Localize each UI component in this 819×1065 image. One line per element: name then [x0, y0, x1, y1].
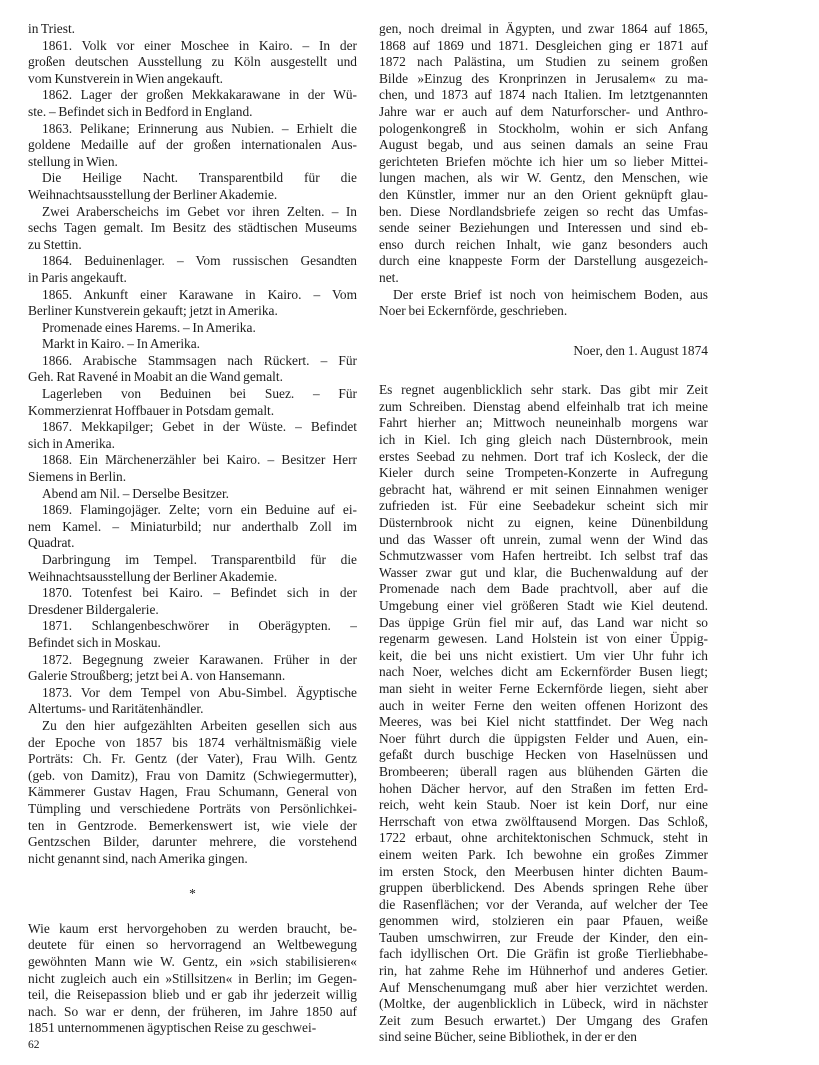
text-line: Promenade eines Harems. – In Amerika.: [42, 319, 256, 335]
text-line: nach Noer, welches dicht am Eckernförder Busen liegt;: [379, 664, 708, 680]
text-line: Dresdener Bildergalerie.: [28, 601, 159, 617]
text-line: Düsternbrook nicht zu eignen, keine Dünenbildung: [379, 515, 708, 531]
text-line: Abend am Nil. – Derselbe Besitzer.: [42, 485, 230, 501]
text-line: in Paris angekauft.: [28, 269, 127, 285]
paragraph: [28, 618, 357, 651]
paragraph: [379, 382, 708, 1046]
paragraph: [28, 652, 357, 685]
text-line: Berliner Kunstverein gekauft; jetzt in Amerika.: [28, 303, 278, 319]
text-line: im ersten Stock, den Meerbusen hinter dichten Baum-: [379, 863, 708, 879]
text-line: 1872 nach Palästina, um Studien zu seinem großen: [379, 54, 708, 70]
paragraph: [28, 204, 357, 254]
text-line: Umgebung einer viel größeren Stadt wie Kiel deutend.: [379, 598, 708, 613]
text-line: sind seine Bücher, seine Bibliothek, in der er den: [379, 1029, 637, 1045]
text-line: Kämmerer Gustav Hagen, Frau Schumann, General von: [28, 784, 357, 800]
text-line: (Moltke, der augenblicklich in Lübeck, wird in nächster: [379, 996, 708, 1012]
text-line: zufrieden ist. Für eine Seebadekur scheint sich mir: [379, 498, 708, 514]
text-line: (geb. von Damitz), Frau von Damitz (Schwiegermutter),: [28, 767, 357, 783]
text-line: Darbringung im Tempel. Transparentbild für die: [42, 552, 357, 567]
text-line: ten in Gentzrode. Bemerkenswert ist, wie viele der: [28, 817, 357, 833]
text-line: nach. So war er denn, der früheren, im Jahre 1850 auf: [28, 1003, 357, 1019]
page-number: 62: [28, 1039, 40, 1051]
text-line: Schmutzwasser vom Hafen hertreibt. Ich selbst traf das: [379, 548, 708, 564]
text-line: 1851 unternommenen ägyptischen Reise zu geschwei-: [28, 1020, 317, 1036]
paragraph: [28, 121, 357, 171]
text-line: Fahrt hierher an; Mittwoch neuneinhalb morgens war: [379, 415, 708, 431]
text-line: regenarm gewesen. Land Holstein ist von einer Üppig-: [379, 631, 708, 647]
text-line: 1873. Vor dem Tempel von Abu-Simbel. Ägyptische: [42, 684, 357, 700]
paragraph: [28, 452, 357, 485]
text-line: nicht genannt sind, nach Amerika gingen.: [28, 850, 248, 866]
text-line: ich in Kiel. Ich ging gleich nach Düsternbrook, mein: [379, 432, 708, 448]
text-line: stellung in Wien.: [28, 153, 118, 169]
text-line: Galerie Stroußberg; jetzt bei A. von Hansemann.: [28, 668, 286, 684]
paragraph: [28, 170, 357, 203]
text-line: ben. Diese Nordlandsbriefe zeigen so recht das Umfas-: [379, 203, 708, 219]
text-line: Altertums- und Raritätenhändler.: [28, 701, 204, 717]
text-line: erstes Seebad zu nehmen. Dort traf ich Kosleck, der die: [379, 448, 708, 464]
paragraph: [28, 718, 357, 867]
letter-dateline: [379, 343, 708, 360]
paragraph: [379, 287, 708, 320]
text-line: Lagerleben von Beduinen bei Suez. – Für: [42, 386, 357, 402]
text-line: Geh. Rat Ravené in Moabit an die Wand gemalt.: [28, 369, 283, 385]
paragraph: [28, 585, 357, 618]
text-line: sechs Tagen gemalt. Im Besitz des städtischen Museums: [28, 220, 357, 236]
text-line: nem Kamel. – Miniaturbild; nur anderthalb Zoll im: [28, 518, 357, 534]
text-line: Gentzschen Bilder, darunter mehrere, die vorstehend: [28, 834, 357, 850]
text-line: Herrschaft von etwa zwölftausend Morgen. Das Schloß,: [379, 813, 708, 829]
text-line: 1865. Ankunft einer Karawane in Kairo. – Vom: [42, 286, 357, 302]
paragraph: [28, 419, 357, 452]
text-line: ste. – Befindet sich in Bedford in England.: [28, 103, 253, 119]
paragraph: [28, 87, 357, 120]
text-line: 1871. Schlangenbeschwörer in Oberägypten. –: [42, 618, 357, 634]
text-line: 1861. Volk vor einer Moschee in Kairo. – In der: [42, 37, 357, 53]
text-line: gefaßt durch buschige Hecken von Haselnüssen und: [379, 747, 708, 763]
paragraph: [28, 21, 357, 38]
text-line: lungen machen, als wir W. Gentz, den Menschen, wie: [379, 170, 708, 186]
paragraph: [28, 253, 357, 286]
text-line: 1867. Mekkapilger; Gebet in der Wüste. – Befindet: [42, 419, 357, 435]
text-line: hohen Dächer hervor, auf den Straßen im fetten Erd-: [379, 780, 708, 796]
text-line: Zu den hier aufgezählten Arbeiten gesellen sich aus: [42, 717, 357, 733]
text-line: und das Wasser oft unrein, zumal wenn der Wind das: [379, 531, 708, 547]
paragraph: [28, 486, 357, 503]
text-line: deutete für einen so hervorragend an Weltbewegung: [28, 937, 357, 953]
text-line: 1868. Ein Märchenerzähler bei Kairo. – Besitzer Herr: [42, 452, 357, 468]
text-line: 1872. Begegnung zweier Karawanen. Früher in der: [42, 651, 357, 667]
text-line: genommen wird, stolzieren ein paar Pfauen, weiße: [379, 913, 708, 929]
text-line: vom Kunstverein in Wien angekauft.: [28, 70, 224, 86]
text-line: die Rasenflächen; vor der Veranda, auf welcher der Tee: [379, 896, 708, 912]
text-line: Auf Menschenumgang muß aber hier verzichtet werden.: [379, 979, 708, 995]
text-line: gen, noch dreimal in Ägypten, und zwar 1864 auf 1865,: [379, 21, 708, 36]
text-line: man sieht in weiter Ferne Eckernförde liegen, sieht aber: [379, 680, 708, 696]
text-line: 1868 auf 1869 und 1871. Desgleichen ging er 1871 auf: [379, 37, 708, 53]
right-text-column: [379, 21, 708, 1046]
paragraph: [28, 336, 357, 353]
text-line: Brombeeren; überall ragen aus blühenden Gärten die: [379, 763, 708, 779]
text-line: gerichteten Briefen möchte ich hier um so lieber Mittei-: [379, 153, 708, 169]
text-line: Kommerzienrat Hoffbauer in Potsdam gemalt.: [28, 402, 275, 418]
text-line: pologenkongreß in Stockholm, wohin er sich Anfang: [379, 120, 708, 136]
text-line: 1722 erbaut, ohne architektonischen Schmuck, steht in: [379, 830, 708, 846]
text-line: Die Heilige Nacht. Transparentbild für die: [42, 170, 357, 186]
paragraph: [28, 320, 357, 337]
text-line: Bilde »Einzug des Kronprinzen in Jerusalem« zu ma-: [379, 70, 708, 86]
text-line: Porträts: Ch. Fr. Gentz (der Vater), Frau Wilh. Gentz: [28, 751, 357, 767]
text-line: 1870. Totenfest bei Kairo. – Befindet sich in der: [42, 585, 357, 601]
text-line: in Triest.: [28, 21, 76, 36]
text-line: gewöhnten Mann wie W. Gentz, ein »sich stabilisieren«: [28, 954, 357, 970]
text-line: Weihnachtsausstellung der Berliner Akademie.: [28, 186, 278, 202]
text-line: zu Stettin.: [28, 236, 82, 252]
paragraph: [28, 38, 357, 88]
text-line: Promenade nach dem Bade prachtvoll, aber auf die: [379, 581, 708, 597]
text-line: Das üppige Grün fiel mir auf, das Land war nicht so: [379, 614, 708, 630]
paragraph: [28, 921, 357, 1037]
text-line: einem weiten Park. Ich bewohne ein großes Zimmer: [379, 846, 708, 862]
left-text-column: [28, 21, 357, 1037]
text-line: der Epoche von 1857 bis 1874 verhältnismäßig viele: [28, 734, 357, 750]
text-line: gruppen überblickend. Des Abends springen Rehe über: [379, 880, 708, 896]
text-line: Zeit zum Besuch erwartet.) Der Umgang des Grafen: [379, 1012, 708, 1028]
paragraph: [379, 21, 708, 287]
section-separator: [28, 886, 357, 903]
text-line: Der erste Brief ist noch von heimischem Boden, aus: [393, 286, 708, 302]
paragraph: [28, 287, 357, 320]
text-line: Siemens in Berlin.: [28, 469, 127, 485]
text-line: Zwei Araberscheichs im Gebet vor ihren Zelten. – In: [42, 203, 357, 219]
text-line: Markt in Kairo. – In Amerika.: [42, 336, 201, 352]
paragraph: [28, 386, 357, 419]
text-line: auch in weiter Ferne den weiten offenen Horizont des: [379, 697, 708, 713]
text-line: zum Schreiben. Dienstag abend elfeinhalb trat ich meine: [379, 398, 708, 414]
paragraph: [28, 552, 357, 585]
text-line: net.: [379, 269, 399, 285]
text-line: nicht zugleich auch ein »Stillsitzen« in Berlin; im Gegen-: [28, 970, 357, 986]
text-line: 1864. Beduinenlager. – Vom russischen Gesandten: [42, 253, 357, 269]
text-line: Wasser zwar gut und klar, die Buchenwaldung auf der: [379, 564, 708, 580]
paragraph: [28, 685, 357, 718]
text-line: Noer führt durch die üppigsten Felder und Auen, ein-: [379, 730, 708, 746]
text-line: 1863. Pelikane; Erinnerung aus Nubien. – Erhielt die: [42, 120, 357, 136]
text-line: fach idyllischen Ort. Die Gräfin ist große Tierliebhabe-: [379, 946, 708, 962]
text-line: *: [189, 886, 196, 902]
text-line: durch eine knappeste Form der Darstellung ausgezeich-: [379, 253, 708, 269]
text-line: Quadrat.: [28, 535, 75, 551]
text-line: August begab, und aus seinen damals an seine Frau: [379, 137, 708, 153]
text-line: gebracht hat, während er mit seinen Einnahmen weniger: [379, 481, 708, 497]
text-line: großen deutschen Ausstellung zu Köln ausgestellt und: [28, 54, 357, 70]
text-line: Tauben umschwirren, zur Freude der Kinder, den ein-: [379, 929, 708, 945]
text-line: Weihnachtsausstellung der Berliner Akademie.: [28, 568, 278, 584]
text-line: Noer, den 1. August 1874: [573, 342, 708, 358]
text-line: Befindet sich in Moskau.: [28, 634, 161, 650]
text-line: keit, die bei uns nicht existiert. Um vier Uhr fuhr ich: [379, 647, 708, 663]
text-line: sende seiner Beziehungen und Interessen und sind eb-: [379, 220, 708, 236]
text-line: chen, und 1873 auf 1874 nach Italien. Im letztgenannten: [379, 87, 708, 103]
paragraph: [28, 502, 357, 552]
text-line: 1866. Arabische Stammsagen nach Rückert. – Für: [42, 352, 357, 368]
text-line: reich, weht kein Staub. Noer ist kein Dorf, nur eine: [379, 797, 708, 813]
text-line: den Künstler, immer nur an den Orient geknüpft glau-: [379, 186, 708, 202]
text-line: sich in Amerika.: [28, 435, 115, 451]
paragraph: [28, 353, 357, 386]
text-line: Jahre war er auch auf dem Naturforscher- und Anthro-: [379, 103, 708, 119]
text-line: Noer bei Eckernförde, geschrieben.: [379, 303, 568, 319]
text-line: 1862. Lager der großen Mekkakarawane in der Wü-: [42, 87, 357, 103]
text-line: Kieler durch seine Trompeten-Konzerte in Aufregung: [379, 465, 708, 481]
text-line: goldene Medaille auf der großen internationalen Aus-: [28, 137, 357, 153]
text-line: Wie kaum erst hervorgehoben zu werden braucht, be-: [28, 920, 357, 936]
text-line: 1869. Flamingojäger. Zelte; vorn ein Beduine auf ei-: [42, 502, 357, 518]
text-line: rin, hat zahme Rehe im Hühnerhof und anderes Getier.: [379, 963, 708, 979]
text-line: teil, die Reisepassion blieb und er gab ihr jederzeit willig: [28, 987, 357, 1003]
text-line: Tümpling und verschiedene Porträts von Persönlichkei-: [28, 800, 357, 816]
text-line: Meeres, was bei Kiel nicht stattfindet. Der Weg nach: [379, 714, 708, 730]
text-line: Es regnet augenblicklich sehr stark. Das gibt mir Zeit: [379, 382, 708, 398]
text-line: enso durch reichen Inhalt, wie ganz besonders auch: [379, 236, 708, 252]
